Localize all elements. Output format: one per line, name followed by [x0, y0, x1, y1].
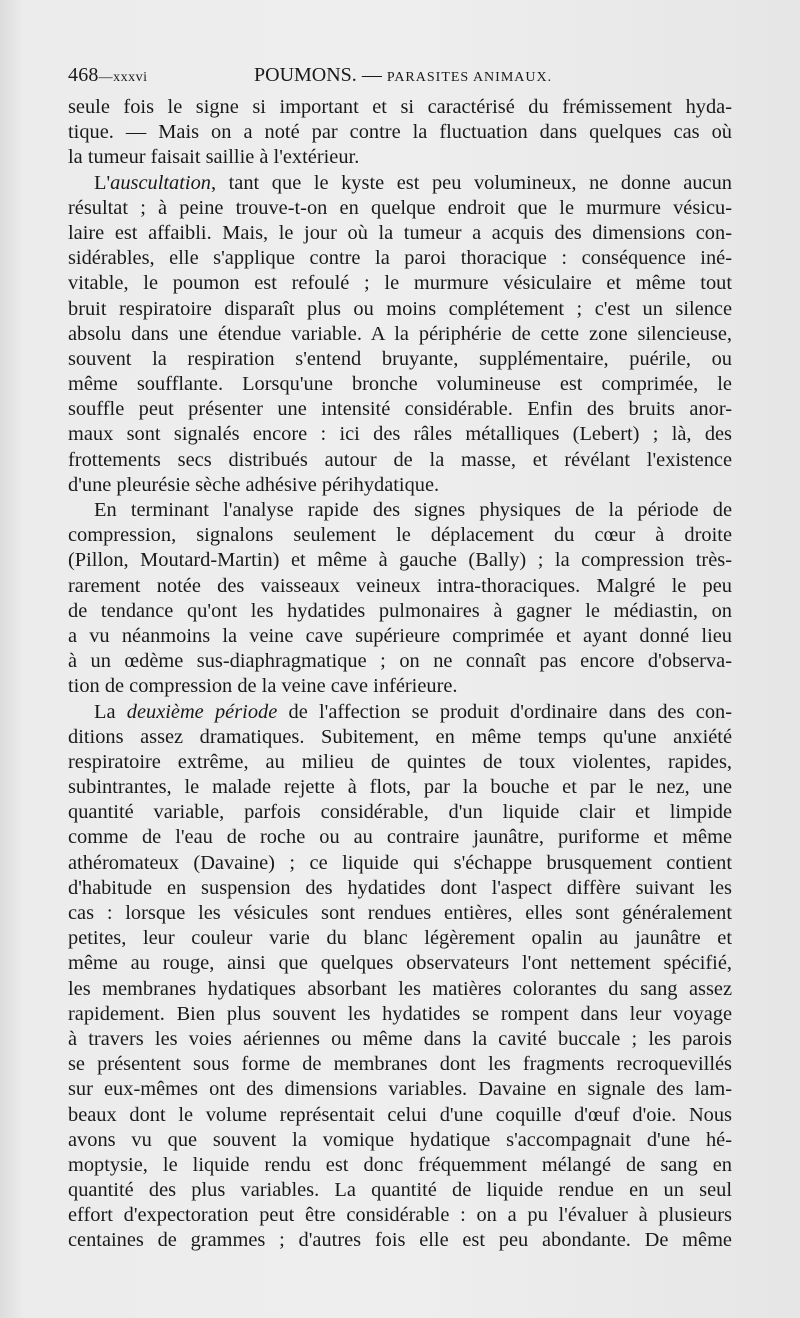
- text-line: seule fois le signe si important et si caractérisé du frémissement hyda-: [68, 96, 732, 118]
- text-line: souffle peut présenter une intensité considérable. Enfin des bruits anor-: [68, 398, 732, 421]
- text-line: rarement notée des vaisseaux veineux intra-thoraciques. Malgré le peu: [68, 574, 732, 597]
- text-line: cas : lorsque les vésicules sont rendues entières, elles sont généralement: [68, 902, 732, 924]
- text-line: de tendance qu'ont les hydatides pulmonaires à gagner le médiastin, on: [68, 599, 732, 622]
- text-line: petites, leur couleur varie du blanc légèrement opalin au jaunâtre et: [68, 927, 732, 950]
- text-line: sidérables, elle s'applique contre la paroi thoracique : conséquence iné-: [68, 247, 732, 270]
- running-title-sub: PARASITES ANIMAUX.: [386, 70, 553, 85]
- text-line: comme de l'eau de roche ou au contraire jaunâtre, puriforme et même: [68, 826, 732, 849]
- italic-term: auscultation: [110, 171, 211, 194]
- text-line: En terminant l'analyse rapide des signes physiques de la période de: [94, 499, 732, 521]
- text-line: tique. — Mais on a noté par contre la fluctuation dans quelques cas où: [68, 121, 732, 144]
- page-number: 468—xxxvi: [68, 64, 148, 86]
- text-line: tion de compression de la veine cave inférieure.: [68, 675, 458, 698]
- text-line: effort d'expectoration peut être considérable : on a pu l'évaluer à plusieurs: [68, 1204, 732, 1227]
- text-line: résultat ; à peine trouve-t-on en quelque endroit que le murmure vésicu-: [68, 196, 732, 219]
- text-line: absolu dans une étendue variable. A la périphérie de cette zone silencieuse,: [68, 322, 732, 345]
- text-line: d'une pleurésie sèche adhésive périhydatique.: [68, 473, 440, 496]
- italic-term: deuxième période: [126, 700, 278, 723]
- signature-mark: —xxxvi: [98, 70, 148, 85]
- text-line: laire est affaibli. Mais, le jour où la tumeur a acquis des dimensions con-: [68, 221, 732, 244]
- running-header: [68, 62, 732, 88]
- text-line: avons vu que souvent la vomique hydatique s'accompagnait d'une hé-: [68, 1128, 732, 1151]
- text-line: beaux dont le volume représentait celui d'une coquille d'œuf d'oie. Nous: [68, 1103, 732, 1126]
- text-line: même au rouge, ainsi que quelques observateurs l'ont nettement spécifié,: [68, 952, 732, 975]
- text-line: vitable, le poumon est refoulé ; le murmure vésiculaire et même tout: [68, 272, 732, 295]
- text-line: la tumeur faisait saillie à l'extérieur.: [68, 146, 360, 169]
- text-line: bruit respiratoire disparaît plus ou moins complétement ; c'est un silence: [68, 297, 732, 320]
- paragraph: [68, 700, 732, 1254]
- text-line: d'habitude en suspension des hydatides dont l'aspect diffère suivant les: [68, 876, 732, 899]
- text-line: quantité variable, parfois considérable, d'un liquide clair et limpide: [68, 801, 732, 824]
- running-title-main: POUMONS.: [254, 64, 357, 86]
- text-line: moptysie, le liquide rendu est donc fréquemment mélangé de sang en: [68, 1153, 732, 1176]
- paragraph: [68, 498, 732, 700]
- text-line: centaines de grammes ; d'autres fois elle est peu abondante. De même: [68, 1229, 732, 1252]
- text-line: même soufflante. Lorsqu'une bronche volumineuse est comprimée, le: [68, 373, 732, 396]
- running-title: POUMONS. — PARASITES ANIMAUX.: [254, 64, 553, 86]
- text-line: ditions assez dramatiques. Subitement, en même temps qu'une anxiété: [68, 725, 732, 748]
- text-line: souvent la respiration s'entend bruyante, supplémentaire, puérile, ou: [68, 347, 732, 370]
- text-line: subintrantes, le malade rejette à flots, par la bouche et par le nez, une: [68, 776, 732, 799]
- text-line: frottements secs distribués autour de la masse, et révélant l'existence: [68, 448, 732, 471]
- text-line: maux sont signalés encore : ici des râles métalliques (Lebert) ; là, des: [68, 423, 732, 446]
- text-line: à un œdème sus-diaphragmatique ; on ne connaît pas encore d'observa-: [68, 650, 732, 673]
- text-line: respiratoire extrême, au milieu de quintes de toux violentes, rapides,: [68, 750, 732, 773]
- text-line: quantité des plus variables. La quantité de liquide rendue en un seul: [68, 1179, 732, 1202]
- text-line: se présentent sous forme de membranes dont les fragments recroquevillés: [68, 1053, 732, 1076]
- text-line: L'auscultation, tant que le kyste est peu volumineux, ne donne aucun: [94, 171, 732, 194]
- paragraph: [68, 171, 732, 498]
- text-line: rapidement. Bien plus souvent les hydatides se rompent dans leur voyage: [68, 1002, 732, 1025]
- text-line: athéromateux (Davaine) ; ce liquide qui s'échappe brusquement contient: [68, 851, 732, 874]
- text-line: les membranes hydatiques absorbant les matières colorantes du sang assez: [68, 977, 732, 1000]
- text-line: a vu néanmoins la veine cave supérieure comprimée et ayant donné lieu: [68, 624, 732, 647]
- text-line: La deuxième période de l'affection se produit d'ordinaire dans des con-: [94, 700, 732, 723]
- text-line: (Pillon, Moutard-Martin) et même à gauche (Bally) ; la compression très-: [68, 549, 732, 572]
- text-line: compression, signalons seulement le déplacement du cœur à droite: [68, 524, 732, 547]
- text-line: à travers les voies aériennes ou même dans la cavité buccale ; les parois: [68, 1027, 732, 1050]
- paragraph: [68, 95, 732, 171]
- body-text: [68, 95, 732, 1254]
- text-line: sur eux-mêmes ont des dimensions variables. Davaine en signale des lam-: [68, 1078, 732, 1101]
